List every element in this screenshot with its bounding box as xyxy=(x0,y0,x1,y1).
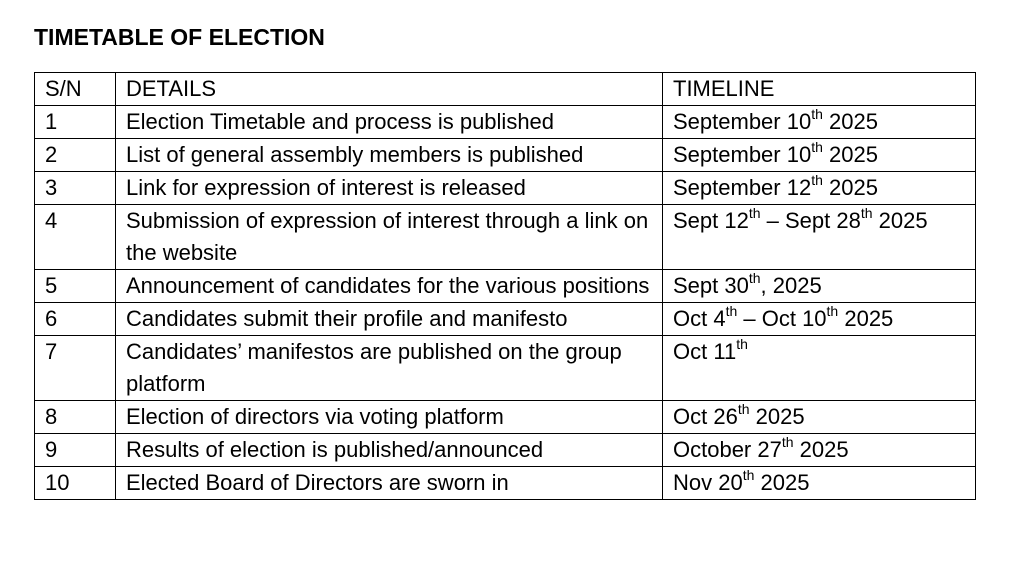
table-row xyxy=(35,467,976,500)
timeline-text: Nov 20 xyxy=(673,470,743,495)
row-timeline xyxy=(663,106,976,139)
row-timeline xyxy=(663,270,976,303)
row-sn: 8 xyxy=(35,401,116,434)
timeline-text: Oct 4 xyxy=(673,306,726,331)
row-timeline xyxy=(663,139,976,172)
ordinal-suffix: th xyxy=(742,466,755,483)
election-timetable xyxy=(34,72,976,500)
table-body xyxy=(35,106,976,500)
timeline-text: – Oct 10 xyxy=(737,306,827,331)
ordinal-suffix: th xyxy=(811,105,823,122)
timeline-text: September 10 xyxy=(673,109,812,134)
ordinal-suffix: th xyxy=(860,204,873,221)
timeline-text: 2025 xyxy=(872,208,928,233)
table-header-row xyxy=(35,73,976,106)
timeline-text: , 2025 xyxy=(760,273,822,298)
ordinal-suffix: th xyxy=(748,204,761,221)
page-title: TIMETABLE OF ELECTION xyxy=(34,24,325,50)
table-row xyxy=(35,401,976,434)
timeline-text: Sept 12 xyxy=(673,208,749,233)
timeline-text: 2025 xyxy=(754,470,810,495)
ordinal-suffix: th xyxy=(736,335,748,352)
row-sn: 6 xyxy=(35,303,116,336)
timeline-text: 2025 xyxy=(838,306,894,331)
ordinal-suffix: th xyxy=(725,302,738,319)
row-sn: 7 xyxy=(35,336,116,401)
timeline-text: 2025 xyxy=(822,142,878,167)
row-details: Candidates submit their profile and manifesto xyxy=(116,303,663,336)
table-row xyxy=(35,172,976,205)
row-details: Announcement of candidates for the various positions xyxy=(116,270,663,303)
timeline-text: September 12 xyxy=(673,175,812,200)
row-details: Candidates’ manifestos are published on the group platform xyxy=(116,336,663,401)
ordinal-suffix: th xyxy=(811,138,823,155)
row-timeline xyxy=(663,205,976,270)
row-timeline xyxy=(663,434,976,467)
row-sn: 9 xyxy=(35,434,116,467)
table-row xyxy=(35,303,976,336)
row-timeline xyxy=(663,303,976,336)
table-row xyxy=(35,106,976,139)
header-sn: S/N xyxy=(35,73,116,106)
row-details: List of general assembly members is published xyxy=(116,139,663,172)
row-details: Election Timetable and process is published xyxy=(116,106,663,139)
ordinal-suffix: th xyxy=(811,171,823,188)
timeline-text: 2025 xyxy=(822,175,878,200)
row-sn: 10 xyxy=(35,467,116,500)
table-row xyxy=(35,270,976,303)
row-details: Link for expression of interest is released xyxy=(116,172,663,205)
timeline-text: September 10 xyxy=(673,142,812,167)
timeline-text: – Sept 28 xyxy=(760,208,861,233)
timeline-text: 2025 xyxy=(822,109,878,134)
row-timeline xyxy=(663,401,976,434)
row-details: Election of directors via voting platform xyxy=(116,401,663,434)
timeline-text: 2025 xyxy=(749,404,805,429)
timeline-text: 2025 xyxy=(793,437,849,462)
table-row xyxy=(35,336,976,401)
header-details: DETAILS xyxy=(116,73,663,106)
row-sn: 1 xyxy=(35,106,116,139)
table-row xyxy=(35,139,976,172)
ordinal-suffix: th xyxy=(748,269,761,286)
timeline-text: Oct 11 xyxy=(673,339,737,364)
ordinal-suffix: th xyxy=(781,433,794,450)
row-sn: 5 xyxy=(35,270,116,303)
ordinal-suffix: th xyxy=(826,302,839,319)
header-timeline: TIMELINE xyxy=(663,73,976,106)
row-details: Results of election is published/announced xyxy=(116,434,663,467)
row-details: Submission of expression of interest through a link on the website xyxy=(116,205,663,270)
timeline-text: Oct 26 xyxy=(673,404,738,429)
table-row xyxy=(35,434,976,467)
row-sn: 4 xyxy=(35,205,116,270)
row-details: Elected Board of Directors are sworn in xyxy=(116,467,663,500)
row-sn: 3 xyxy=(35,172,116,205)
table-row xyxy=(35,205,976,270)
row-sn: 2 xyxy=(35,139,116,172)
timeline-text: Sept 30 xyxy=(673,273,749,298)
row-timeline xyxy=(663,172,976,205)
timeline-text: October 27 xyxy=(673,437,782,462)
ordinal-suffix: th xyxy=(737,400,750,417)
row-timeline xyxy=(663,467,976,500)
row-timeline xyxy=(663,336,976,401)
